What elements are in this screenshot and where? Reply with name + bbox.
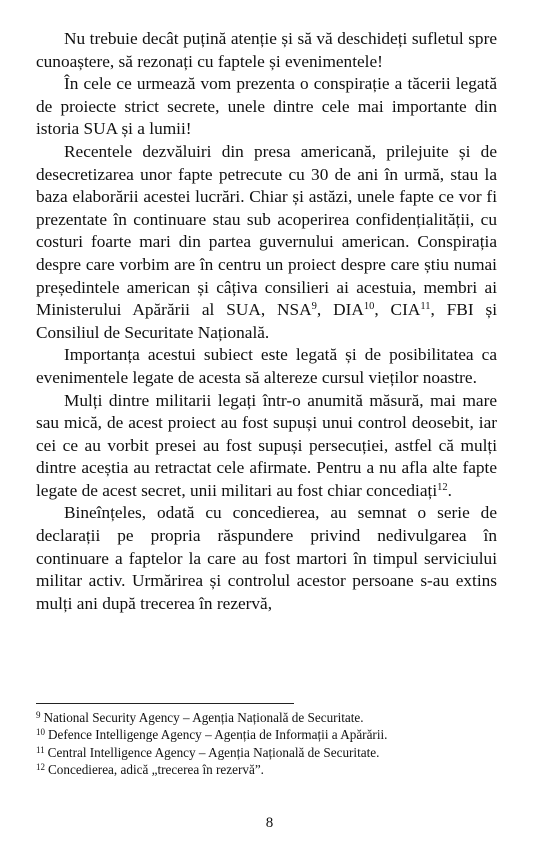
main-text bbox=[36, 28, 497, 615]
paragraph-1: Nu trebuie decât puțină atenție și să vă deschideți sufletul spre cunoaștere, să rezonați cu faptele și evenimentele! bbox=[36, 29, 497, 71]
footnote-ref-11: 11 bbox=[420, 301, 431, 313]
footnote-ref-10: 10 bbox=[363, 301, 375, 313]
footnote-11: $^{11}$ Central Intelligence Agency – Agenția Națională de Securitate. bbox=[36, 744, 380, 760]
footnote-ref-12: 12 bbox=[437, 481, 448, 493]
footnote-ref-9: 9 bbox=[311, 301, 317, 313]
paragraph-3: Recentele dezvăluiri din presa americană, prilejuite și de desecretizarea unor fapte petrecute cu 30 de ani în urmă, stau la baza elaborării acestei lucrări. Chiar și astăzi, unele fapte ce vor fi prezentate în continuare stau sub acoperirea confidențialității, cu costuri foarte mari din partea guvernului american. Conspirația despre care vorbim are în centru un proiect despre care știu numai președintele american și câțiva consilieri ai acestuia, membri ai Ministerului Apărării al SUA, NSA$^9$, DIA$^{10}$, CIA$^{11}$, FBI și Consiliul de Securitate Națională. bbox=[36, 141, 498, 342]
footnote-divider bbox=[36, 703, 294, 704]
footnote-10: $^{10}$ Defence Intelligenge Agency – Agenția de Informații a Apărării. bbox=[36, 727, 388, 743]
footnotes bbox=[36, 709, 506, 778]
paragraph-2: În cele ce urmează vom prezenta o conspirație a tăcerii legată de proiecte strict secrete, unele dintre cele mai importante din istoria SUA și a lumii! bbox=[36, 74, 497, 139]
paragraph-6: Bineînțeles, odată cu concedierea, au semnat o serie de declarații pe propria răspundere privind nedivulgarea în continuare a faptelor la care au fost martori în timpul serviciului militar activ. Urmărirea și controlul acestor persoane s-au extins mulți ani după trecerea în rezervă, bbox=[36, 503, 497, 613]
paragraph-4: Importanța acestui subiect este legată și de posibilitatea ca evenimentele legate de acesta să altereze cursul vieților noastre. bbox=[36, 345, 497, 387]
paragraph-5: Mulți dintre militarii legați într-o anumită măsură, mai mare sau mică, de acest proiect au fost supuși unui control deosebit, iar cei ce au vorbit presei au fost supuși persecuției, astfel că mulți dintre aceștia au retractat cele afirmate. Pentru a nu afla alte fapte legate de acest secret, unii militari au fost chiar concediați$^{12}$. bbox=[36, 390, 497, 500]
page-number: 8 bbox=[265, 815, 274, 831]
footnote-9: $^9$ National Security Agency – Agenția Națională de Securitate. bbox=[36, 710, 364, 725]
footnote-12: $^{12}$ Concedierea, adică „trecerea în rezervă”. bbox=[36, 761, 264, 777]
